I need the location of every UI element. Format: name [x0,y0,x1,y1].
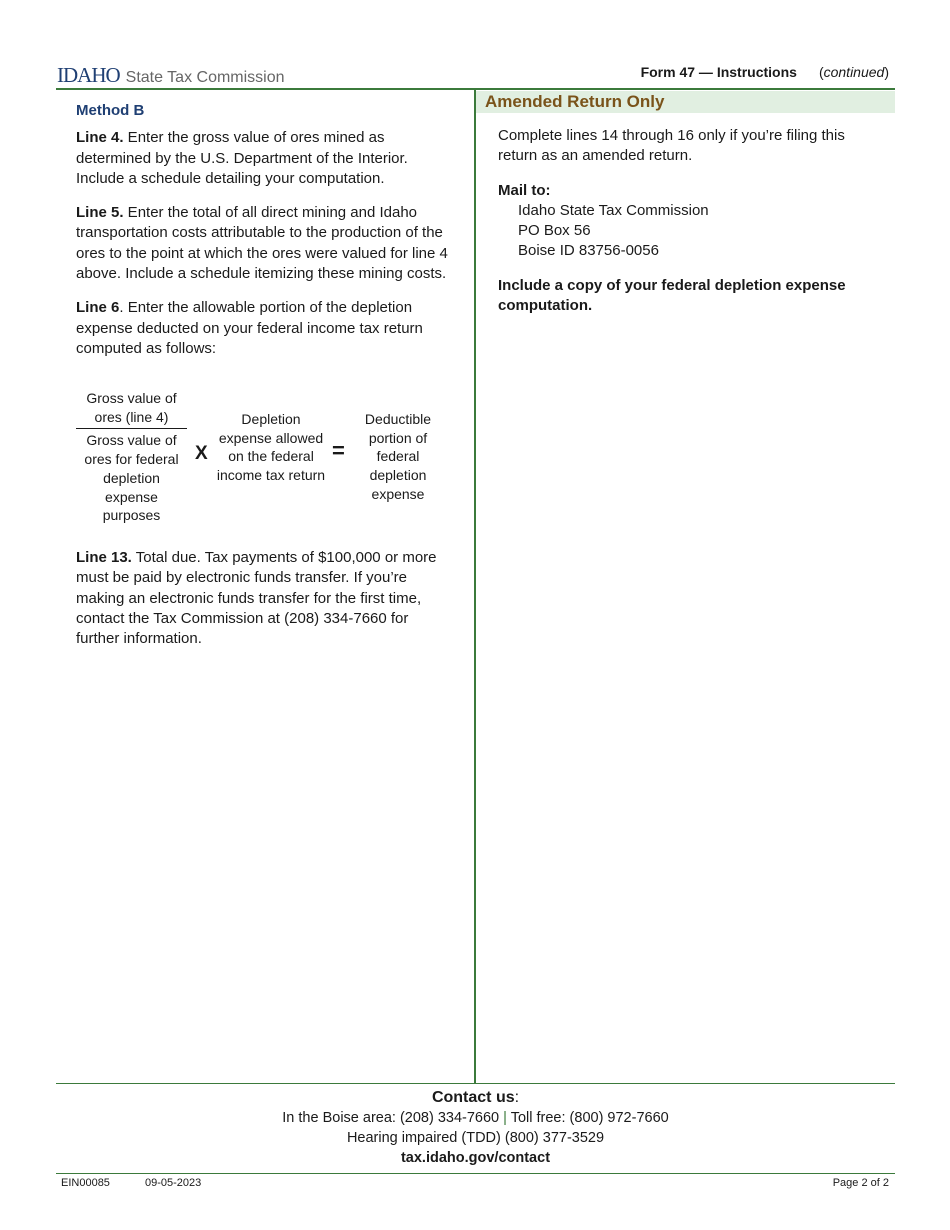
footer-divider [56,1083,895,1084]
tdd-phone: Hearing impaired (TDD) (800) 377-3529 [346,1130,605,1146]
continued-label: continued [823,64,885,80]
formula-result: Deductible portion of federal depletion expense [364,411,432,502]
address-line: Boise ID 83756-0056 [518,242,659,260]
formula-depletion-expense: Depletion expense allowed on the federal income tax return [216,411,326,484]
line6-paragraph [76,298,451,359]
fraction-bar [76,428,187,429]
footer-bottom-divider [56,1173,895,1174]
contact-block [56,1087,895,1168]
amended-section-title: Amended Return Only [485,92,665,111]
form-title: Form 47 — Instructions [640,64,797,80]
line13-paragraph [76,548,451,649]
line5-paragraph [76,203,451,284]
contact-title: Contact us: [431,1089,520,1106]
line6-label: Line 6 [76,299,120,317]
form-code: EIN00085 [61,1177,110,1189]
formula-fraction [76,389,187,525]
method-title: Method B [76,102,145,119]
mail-to-label: Mail to: [498,181,551,199]
formula-denominator: Gross value of ores for federal depletion expense purposes [84,432,179,524]
agency-name: State Tax Commission [125,69,285,86]
mailing-address [518,201,888,262]
line13-text: Total due. Tax payments of $100,000 or more must be paid by electronic funds transfer. If you’re making an electronic funds transfer for the first time, contact the Tax Commission at (208) 334-7660 for further information. [76,549,437,648]
multiply-sign: X [195,443,208,464]
include-copy-note: Include a copy of your federal depletion expense computation. [498,276,846,315]
line4-text: Enter the gross value of ores mined as determined by the U.S. Department of the Interior. Include a schedule detailing your computation. [76,129,408,187]
line4-label: Line 4. [76,129,124,147]
left-column [76,101,451,373]
page-header-title: Form 47 — Instructions (continued) [640,64,889,80]
line5-text: Enter the total of all direct mining and Idaho transportation costs attributable to the production of the ores to the point at which the ores were valued for line 4 above. Include a schedule itemizing these mining costs. [76,204,448,283]
column-divider [474,90,476,1083]
toll-free-phone: Toll free: (800) 972-7660 [510,1110,669,1126]
address-line: PO Box 56 [518,222,591,240]
page-number: Page 2 of 2 [832,1177,889,1189]
line13-block [76,548,451,649]
line6-text: . Enter the allowable portion of the depletion expense deducted on your federal income tax return computed as follows: [76,299,423,357]
address-line: Idaho State Tax Commission [518,201,709,219]
amended-intro: Complete lines 14 through 16 only if you’re filing this return as an amended return. [498,127,845,165]
line4-paragraph [76,128,451,189]
formula-numerator: Gross value of ores (line 4) [86,390,177,425]
form-date: 09-05-2023 [145,1177,202,1189]
contact-website-link[interactable]: tax.idaho.gov/contact [400,1150,551,1166]
line5-label: Line 5. [76,204,124,222]
idaho-logo-mark: IDAHO [57,63,120,87]
boise-phone: In the Boise area: (208) 334-7660 [282,1110,500,1126]
phone-line [56,1108,895,1128]
line13-label: Line 13. [76,549,132,566]
agency-logo [57,63,285,85]
phone-separator: | [503,1110,507,1126]
equals-sign: = [332,438,345,463]
right-column [498,126,888,330]
